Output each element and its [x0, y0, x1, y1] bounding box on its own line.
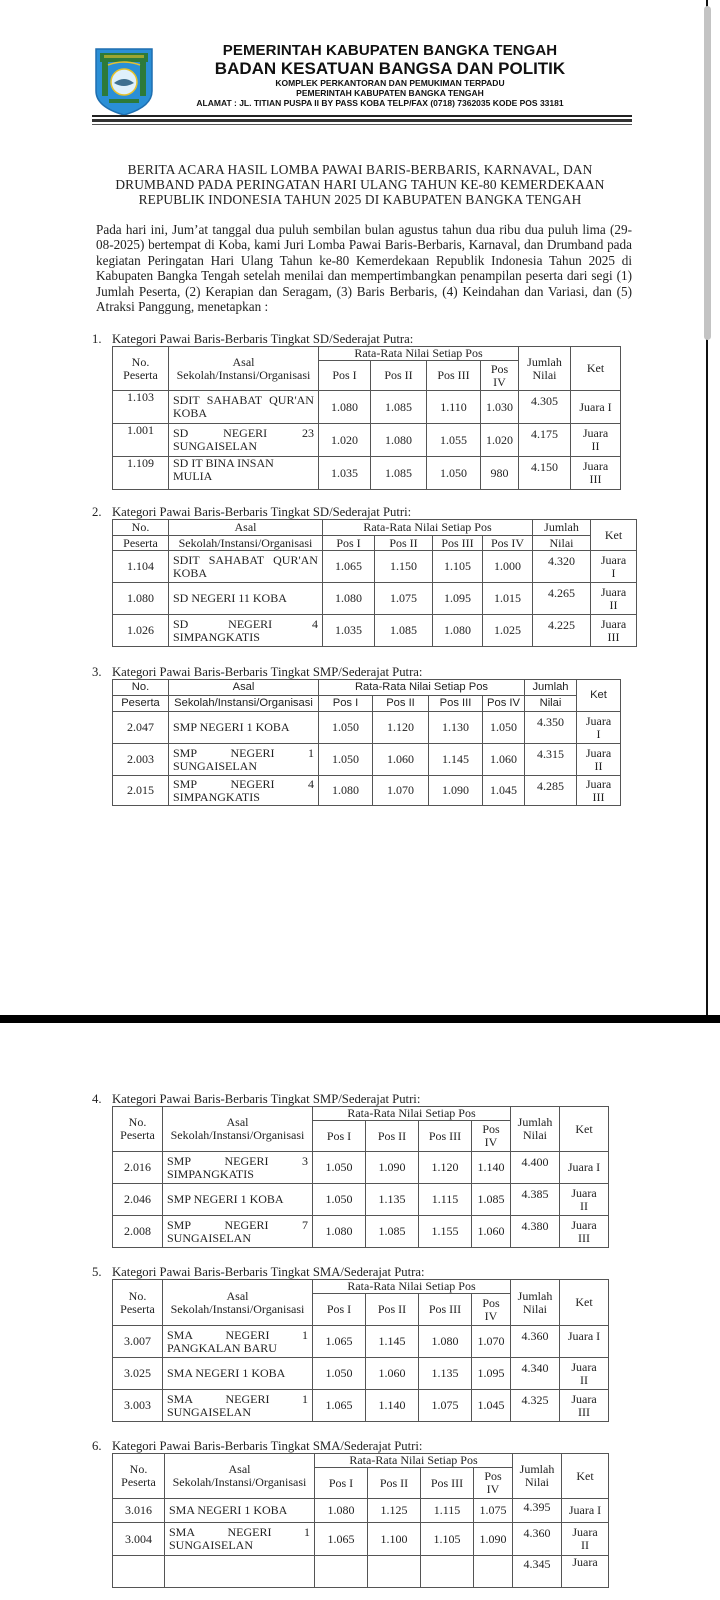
header-pos-1: Pos I [323, 536, 375, 551]
header-pos-4: Pos IV [472, 1121, 511, 1152]
header-pos-3: Pos III [427, 361, 481, 391]
header-pos-2: Pos II [371, 361, 427, 391]
header-ket: Ket [577, 680, 621, 712]
table-row: 3.007 SMA NEGERI 1 PANGKALAN BARU 1.065 1.145 1.080 1.070 4.360 Juara I [113, 1326, 609, 1358]
header-no-peserta: No. Peserta [113, 1107, 163, 1152]
category-label: Kategori Pawai Baris-Berbaris Tingkat SMP/Sederajat Putri: [112, 1092, 421, 1106]
results-table [112, 679, 621, 806]
header-rata-rata: Rata-Rata Nilai Setiap Pos [313, 1107, 511, 1121]
letterhead-complex: KOMPLEK PERKANTORAN DAN PEMUKIMAN TERPADU [275, 78, 505, 88]
header-ket: Ket [560, 1280, 609, 1326]
header-pos-2: Pos II [373, 696, 429, 712]
letterhead-agency: BADAN KESATUAN BANGSA DAN POLITIK [214, 59, 566, 78]
table-row: 3.003 SMA NEGERI 1 SUNGAISELAN 1.065 1.140 1.075 1.045 4.325 Juara III [113, 1390, 609, 1422]
category-label: Kategori Pawai Baris-Berbaris Tingkat SMA/Sederajat Putra: [112, 1265, 425, 1279]
header-rata-rata: Rata-Rata Nilai Setiap Pos [319, 347, 519, 361]
table-row: 1.026 SD NEGERI 4 SIMPANGKATIS 1.035 1.085 1.080 1.025 4.225 Juara III [113, 615, 637, 647]
letterhead-government-2: PEMERINTAH KABUPATEN BANGKA TENGAH [296, 88, 484, 98]
results-table [112, 519, 637, 647]
header-pos-3: Pos III [419, 1294, 472, 1326]
table-row: 3.016 SMA NEGERI 1 KOBA 1.080 1.125 1.115 1.075 4.395 Juara I [113, 1499, 609, 1523]
results-table [112, 1106, 609, 1248]
title-line: DRUMBAND PADA PERINGATAN HARI ULANG TAHUN KE-80 KEMERDEKAAN [115, 177, 605, 192]
header-jumlah: Jumlah [525, 680, 577, 696]
category-number: 6. [92, 1439, 102, 1453]
header-nilai: Nilai [525, 696, 577, 712]
letterhead-address: ALAMAT : JL. TITIAN PUSPA II BY PASS KOBA TELP/FAX (0718) 7362035 KODE POS 33181 [196, 98, 564, 108]
header-pos-4: Pos IV [474, 1468, 513, 1499]
header-pos-1: Pos I [319, 696, 373, 712]
header-asal: Asal Sekolah/Instansi/Organisasi [163, 1107, 313, 1152]
category-heading [92, 1439, 422, 1453]
opening-paragraph: Pada hari ini, Jum’at tanggal dua puluh sembilan bulan agustus tahun dua ribu dua puluh lima (29-08-2025) bertempat di Koba, kami Juri Lomba Pawai Baris-Berbaris, Karnaval, dan Drumband pada kegiatan Peringatan Hari Ulang Tahun ke-80 Kemerdekaan Republik Indonesia Tahun 2025 di Kabupaten Bangka Tengah setelah menilai dan mempertimbangkan penampilan peserta dari segi (1) Jumlah Peserta, (2) Kerapian dan Seragam, (3) Baris Berbaris, (4) Keindahan dan Variasi, dan (5) Atraksi Panggung, menetapkan : [96, 222, 632, 315]
header-rata-rata: Rata-Rata Nilai Setiap Pos [315, 1454, 513, 1468]
header-pos-1: Pos I [313, 1121, 366, 1152]
scrollbar-thumb[interactable] [704, 6, 711, 340]
category-label: Kategori Pawai Baris-Berbaris Tingkat SMP/Sederajat Putra: [112, 665, 423, 679]
letterhead-divider [92, 115, 632, 117]
category-number: 2. [92, 505, 102, 519]
document-title [90, 162, 630, 207]
header-pos-3: Pos III [419, 1121, 472, 1152]
header-pos-2: Pos II [368, 1468, 421, 1499]
header-pos-1: Pos I [315, 1468, 368, 1499]
table-row: 1.109 SD IT BINA INSAN MULIA 1.035 1.085 1.050 980 4.150 Juara III [113, 457, 621, 490]
category-number: 5. [92, 1265, 102, 1279]
category-heading [92, 505, 411, 519]
table-row: 2.008 SMP NEGERI 7 SUNGAISELAN 1.080 1.085 1.155 1.060 4.380 Juara III [113, 1216, 609, 1248]
header-pos-3: Pos III [433, 536, 483, 551]
header-ket: Ket [562, 1454, 609, 1499]
header-pos-4: Pos IV [483, 696, 525, 712]
results-table [112, 1279, 609, 1422]
table-row: 2.016 SMP NEGERI 3 SIMPANGKATIS 1.050 1.090 1.120 1.140 4.400 Juara I [113, 1152, 609, 1184]
letterhead-divider-thick [92, 119, 632, 122]
header-ket: Ket [571, 347, 621, 391]
header-jumlah-nilai: Jumlah Nilai [511, 1280, 560, 1326]
header-ket: Ket [591, 520, 637, 551]
category-heading [92, 665, 422, 679]
table-row: 3.025 SMA NEGERI 1 KOBA 1.050 1.060 1.135 1.095 4.340 Juara II [113, 1358, 609, 1390]
letterhead-divider-thin [92, 124, 632, 125]
category-heading [92, 1265, 425, 1279]
title-line: REPUBLIK INDONESIA TAHUN 2025 DI KABUPATEN BANGKA TENGAH [138, 192, 582, 207]
page-separator [0, 1015, 720, 1023]
header-pos-2: Pos II [366, 1121, 419, 1152]
header-jumlah-nilai: Jumlah Nilai [519, 347, 571, 391]
category-label: Kategori Pawai Baris-Berbaris Tingkat SD/Sederajat Putri: [112, 505, 412, 519]
header-pos-4: Pos IV [483, 536, 533, 551]
table-row: 2.046 SMP NEGERI 1 KOBA 1.050 1.135 1.115 1.085 4.385 Juara II [113, 1184, 609, 1216]
header-asal-2: Sekolah/Instansi/Organisasi [169, 536, 323, 551]
category-heading [92, 1092, 420, 1106]
results-table [112, 346, 621, 490]
header-pos-3: Pos III [429, 696, 483, 712]
results-table [112, 1453, 609, 1588]
table-row: 1.080 SD NEGERI 11 KOBA 1.080 1.075 1.095 1.015 4.265 Juara II [113, 583, 637, 615]
table-row: 4.345 Juara [113, 1556, 609, 1588]
header-jumlah-nilai: Jumlah Nilai [511, 1107, 560, 1152]
category-heading [92, 332, 413, 346]
table-row: 2.015 SMP NEGERI 4 SIMPANGKATIS 1.080 1.070 1.090 1.045 4.285 Juara III [113, 776, 621, 806]
header-jumlah-nilai: Jumlah Nilai [513, 1454, 562, 1499]
header-asal: Asal [169, 680, 319, 696]
header-no-peserta: No. Peserta [113, 1280, 163, 1326]
header-pos-4: Pos IV [481, 361, 519, 391]
category-label: Kategori Pawai Baris-Berbaris Tingkat SMA/Sederajat Putri: [112, 1439, 423, 1453]
table-row: 2.003 SMP NEGERI 1 SUNGAISELAN 1.050 1.060 1.145 1.060 4.315 Juara II [113, 744, 621, 776]
header-rata-rata: Rata-Rata Nilai Setiap Pos [313, 1280, 511, 1294]
header-no: No. [113, 680, 169, 696]
category-number: 4. [92, 1092, 102, 1106]
letterhead [160, 42, 620, 108]
category-number: 1. [92, 332, 102, 346]
table-row: 2.047 SMP NEGERI 1 KOBA 1.050 1.120 1.130 1.050 4.350 Juara I [113, 712, 621, 744]
header-asal-2: Sekolah/Instansi/Organisasi [169, 696, 319, 712]
header-pos-1: Pos I [313, 1294, 366, 1326]
header-no-peserta: No. Peserta [113, 347, 169, 391]
category-label: Kategori Pawai Baris-Berbaris Tingkat SD/Sederajat Putra: [112, 332, 414, 346]
header-nilai: Nilai [533, 536, 591, 551]
table-row: 1.103 SDIT SAHABAT QUR'AN KOBA 1.080 1.085 1.110 1.030 4.305 Juara I [113, 391, 621, 424]
header-pos-2: Pos II [366, 1294, 419, 1326]
category-number: 3. [92, 665, 102, 679]
table-row: 1.001 SD NEGERI 23 SUNGAISELAN 1.020 1.080 1.055 1.020 4.175 Juara II [113, 424, 621, 457]
header-pos-3: Pos III [421, 1468, 474, 1499]
table-row: 1.104 SDIT SAHABAT QUR'AN KOBA 1.065 1.150 1.105 1.000 4.320 Juara I [113, 551, 637, 583]
header-asal: Asal [169, 520, 323, 536]
letterhead-government: PEMERINTAH KABUPATEN BANGKA TENGAH [222, 42, 558, 59]
header-asal: Asal Sekolah/Instansi/Organisasi [163, 1280, 313, 1326]
header-asal: Asal Sekolah/Instansi/Organisasi [165, 1454, 315, 1499]
document-page-2 [0, 1023, 706, 1600]
header-pos-4: Pos IV [472, 1294, 511, 1326]
table-row: 3.004 SMA NEGERI 1 SUNGAISELAN 1.065 1.100 1.105 1.090 4.360 Juara II [113, 1523, 609, 1556]
header-rata-rata: Rata-Rata Nilai Setiap Pos [323, 520, 533, 536]
header-asal: Asal Sekolah/Instansi/Organisasi [169, 347, 319, 391]
title-line: BERITA ACARA HASIL LOMBA PAWAI BARIS-BERBARIS, KARNAVAL, DAN [127, 162, 593, 177]
header-jumlah: Jumlah [533, 520, 591, 536]
header-pos-2: Pos II [375, 536, 433, 551]
header-no-peserta: No. Peserta [113, 1454, 165, 1499]
header-rata-rata: Rata-Rata Nilai Setiap Pos [319, 680, 525, 696]
header-peserta: Peserta [113, 696, 169, 712]
header-peserta: Peserta [113, 536, 169, 551]
header-no: No. [113, 520, 169, 536]
header-ket: Ket [560, 1107, 609, 1152]
header-pos-1: Pos I [319, 361, 371, 391]
